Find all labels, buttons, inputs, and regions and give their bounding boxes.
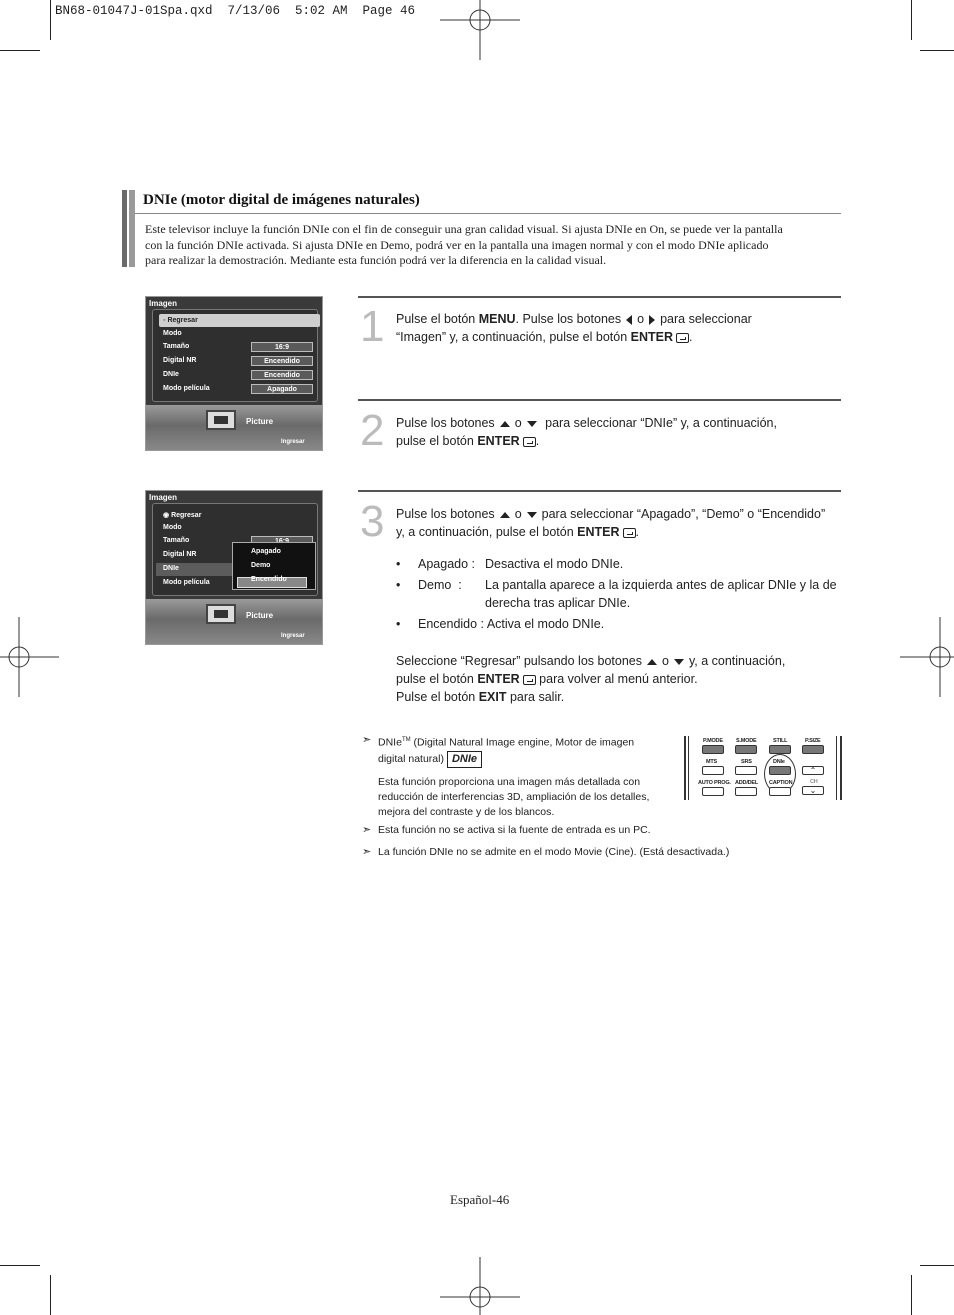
registration-mark-icon [900,617,954,697]
osd-menu-dnie [145,490,323,645]
osd-item: Tamaño [163,537,190,544]
crop-mark [911,1275,912,1315]
osd-enter-hint: Ingresar [281,633,305,639]
registration-mark-icon [440,0,520,60]
osd-panel [152,309,318,402]
osd-title: Imagen [149,299,178,308]
crop-mark [920,50,954,51]
registration-mark-icon [440,1257,520,1315]
remote-button [735,766,757,775]
remote-button [735,787,757,796]
step-1-text: Pulse el botón MENU. Pulse los botones o para seleccionar “Imagen” y, a continuación, pulse el botón ENTER . [396,312,752,344]
registration-mark-icon [0,617,59,697]
osd-popup [232,542,316,590]
remote-edge [836,736,837,800]
step-divider [358,490,841,492]
crop-mark [50,1275,51,1315]
remote-label: P.MODE [703,738,723,744]
remote-button [702,787,724,796]
osd-item: Tamaño [163,343,190,350]
crop-mark [0,1265,40,1266]
step-3-text: Pulse los botones o para seleccionar “Apagado”, “Demo” o “Encendido” y, a continuación, pulse el botón ENTER . [396,507,826,539]
note-movie: La función DNIe no se admite en el modo Movie (Cine). (Está desactivada.) [378,846,730,858]
step-2-text: Pulse los botones o para seleccionar “DNIe” y, a continuación, pulse el botón ENTER . [396,416,777,448]
osd-item: Modo película [163,579,210,586]
remote-edge [684,736,686,800]
page-number: Español-46 [450,1192,510,1207]
intro-line: Este televisor incluye la función DNIe con el fin de conseguir una gran calidad visual. Si ajusta DNIe en On, se puede ver la pantalla [145,222,783,236]
remote-label: CAPTION [769,780,793,786]
enter-icon [523,675,536,685]
osd-item: DNIe [163,371,179,378]
intro-line: para realizar la demostración. Mediante esta función podrá ver la diferencia en la calidad visual. [145,253,607,267]
osd-option: Demo [251,562,271,569]
osd-footer [146,405,322,450]
osd-item: Modo [163,524,182,531]
osd-value: Encendido [251,370,313,380]
remote-label: AUTO PROG. [698,780,731,786]
enter-icon [676,333,689,343]
enter-icon [623,528,636,538]
bullet-label: Demo : [418,578,462,592]
osd-menu-picture [145,296,323,451]
remote-edge [688,736,689,800]
remote-edge [840,736,842,800]
osd-picture-label: Picture [246,417,274,426]
osd-item-regresar: ◦ Regresar [163,317,198,324]
intro-line: con la función DNIe activada. Si ajusta DNIe en Demo, podrá ver en la pantalla una imagen normal y con el modo DNIe aplicado [145,237,769,252]
remote-label: S.MODE [736,738,757,744]
osd-option: Encendido [251,576,287,583]
step-number: 2 [360,406,385,455]
note-arrow-icon: ➣ [362,846,372,858]
step-divider [358,296,841,298]
osd-item-regresar: ◉ Regresar [163,512,202,519]
note-pc: Esta función no se activa si la fuente de entrada es un PC. [378,824,651,836]
bullet-dot: • [396,578,401,592]
remote-button [735,745,757,754]
osd-picture-label: Picture [246,611,274,620]
bullet-dot: • [396,557,401,571]
osd-item: Digital NR [163,357,197,364]
down-arrow-icon [527,421,537,427]
section-intro [145,222,835,269]
up-arrow-icon [647,659,657,665]
left-arrow-icon [626,315,632,325]
osd-option: Apagado [251,548,281,555]
section-title: DNIe (motor digital de imágenes naturales) [143,192,420,208]
return-instructions: Seleccione “Regresar” pulsando los botones o y, a continuación, pulse el botón ENTER para volver al menú anterior. Pulse el botón EXIT para salir. [396,654,786,704]
step-divider [358,399,841,401]
crop-mark [920,1265,954,1266]
crop-mark [911,0,912,40]
step-number: 1 [360,302,385,351]
ch-up-icon: ⌃ [802,766,824,775]
remote-control [684,736,842,801]
note-arrow-icon: ➣ [362,734,372,746]
remote-button [769,787,791,796]
tv-icon [206,410,236,430]
bullet-label: Encendido : Activa el modo DNIe. [418,617,605,631]
bullet-dot: • [396,617,401,631]
ch-down-icon: ⌄ [802,786,824,795]
step-number: 3 [360,497,385,546]
osd-title: Imagen [149,493,178,502]
bullet-label: Apagado : [418,557,475,571]
section-divider [135,213,841,214]
remote-label: STILL [773,738,788,744]
osd-item: Modo [163,330,182,337]
bullet-text: Desactiva el modo DNIe. [485,557,624,571]
down-arrow-icon [674,659,684,665]
osd-item: Modo película [163,385,210,392]
osd-item: DNIe [163,565,179,572]
osd-value: Encendido [251,356,313,366]
remote-label: ADD/DEL [735,780,759,786]
remote-label: SRS [741,759,752,765]
up-arrow-icon [500,421,510,427]
note-dnie: DNIe™ (Digital Natural Image engine, Motor de imagen digital natural) DNIe Esta función proporciona una imagen más detallada con reducción de interferencias 3D, ampliación de los detalles, mejora del contraste y de los blancos. [378,736,650,818]
remote-button [769,745,791,754]
up-arrow-icon [500,512,510,518]
osd-item: Digital NR [163,551,197,558]
osd-value: Apagado [251,384,313,394]
section-bar [122,190,127,267]
remote-label: CH [810,779,818,785]
remote-button [702,766,724,775]
remote-button [702,745,724,754]
osd-enter-hint: Ingresar [281,439,305,445]
remote-button [802,745,824,754]
down-arrow-icon [527,512,537,518]
remote-label: P.SIZE [805,738,821,744]
note-arrow-icon: ➣ [362,824,372,836]
section-bar [129,190,135,267]
right-arrow-icon [649,315,655,325]
dnie-logo: DNIe [447,751,482,768]
tv-icon [206,604,236,624]
osd-value: 16:9 [251,342,313,352]
crop-mark [50,0,51,40]
osd-footer [146,599,322,644]
crop-mark [0,50,40,51]
enter-icon [523,437,536,447]
remote-label: DNIe [773,759,785,765]
print-header: BN68-01047J-01Spa.qxd 7/13/06 5:02 AM Page 46 [55,4,416,18]
remote-label: MTS [706,759,718,765]
bullet-text: La pantalla aparece a la izquierda antes de aplicar DNIe y la de derecha tras aplicar DNIe. [485,578,837,610]
